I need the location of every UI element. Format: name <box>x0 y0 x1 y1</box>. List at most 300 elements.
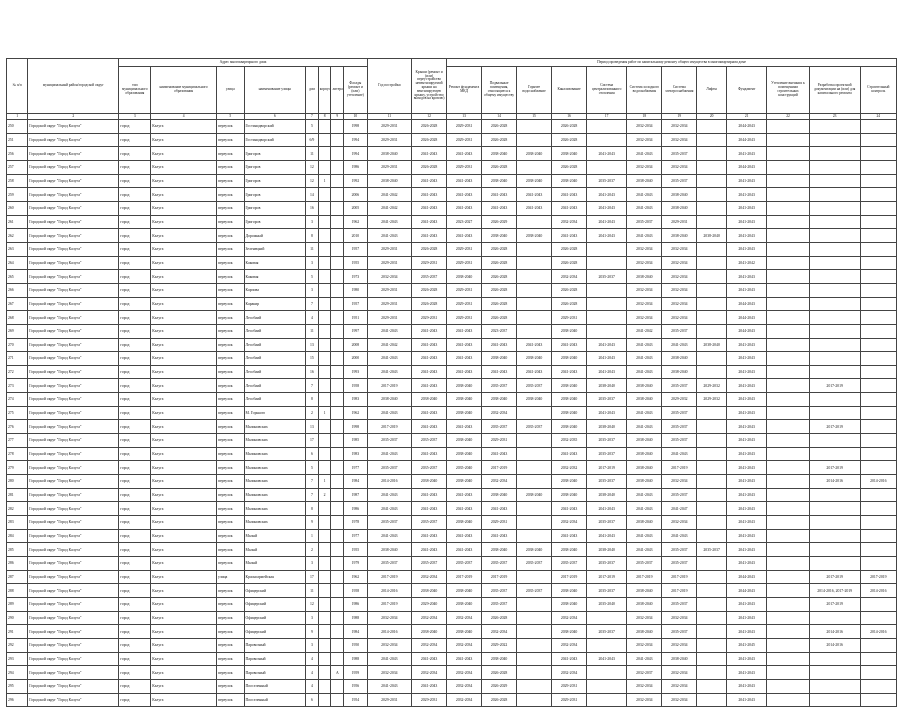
street-type-cell: переулок <box>216 174 244 188</box>
period-cell <box>860 461 896 475</box>
period-cell <box>860 324 896 338</box>
period-cell: 2029-2031 <box>367 242 412 256</box>
period-cell: 2041-2043 <box>412 365 447 379</box>
period-cell: 2032-2034 <box>367 611 412 625</box>
house-cell: 1 <box>306 529 319 543</box>
period-cell: 2032-2034 <box>482 625 517 639</box>
municipality-cell: Городской округ "Город Калуга" <box>28 311 119 325</box>
settlement-type-cell: город <box>119 215 151 229</box>
structure-cell <box>331 543 344 557</box>
period-cell: 2041-2043 <box>552 338 587 352</box>
period-cell: 2038-2040 <box>447 379 482 393</box>
period-cell: 2026-2028 <box>482 270 517 284</box>
period-cell: 2041-2043 <box>726 420 766 434</box>
period-cell: 2041-2043 <box>412 147 447 161</box>
period-cell <box>517 311 552 325</box>
period-cell <box>860 297 896 311</box>
period-cell: 2041-2043 <box>627 352 662 366</box>
period-cell <box>860 311 896 325</box>
street-type-cell: переулок <box>216 201 244 215</box>
period-cell: 2041-2043 <box>726 625 766 639</box>
settlement-name-cell: Калуга <box>151 625 217 639</box>
period-cell <box>809 557 860 571</box>
period-cell <box>809 297 860 311</box>
period-cell: 2035-2037 <box>412 557 447 571</box>
street-type-cell: переулок <box>216 529 244 543</box>
period-cell <box>767 215 809 229</box>
period-cell <box>767 679 809 693</box>
period-cell <box>767 256 809 270</box>
street-type-cell: переулок <box>216 160 244 174</box>
structure-cell <box>331 516 344 530</box>
period-cell <box>860 406 896 420</box>
house-cell: 6 <box>306 693 319 707</box>
period-cell: 2041-2043 <box>447 188 482 202</box>
period-cell <box>809 393 860 407</box>
period-cell: 2041-2043 <box>412 174 447 188</box>
period-cell: 2041-2043 <box>627 188 662 202</box>
period-cell: 2041-2043 <box>447 147 482 161</box>
building-cell <box>318 215 331 229</box>
period-cell <box>587 693 627 707</box>
municipality-cell: Городской округ "Город Калуга" <box>28 324 119 338</box>
structure-cell <box>331 557 344 571</box>
building-cell <box>318 529 331 543</box>
year-built-cell: 2005 <box>344 201 367 215</box>
year-built-cell: 1979 <box>344 557 367 571</box>
period-cell: 2041-2043 <box>587 529 627 543</box>
period-cell <box>809 174 860 188</box>
period-cell: 2026-2028 <box>482 133 517 147</box>
period-cell: 2032-2034 <box>447 611 482 625</box>
settlement-type-cell: город <box>119 557 151 571</box>
period-cell: 2041-2045 <box>726 638 766 652</box>
period-cell: 2041-2043 <box>726 488 766 502</box>
year-built-cell: 1950 <box>344 638 367 652</box>
period-cell: 2035-2037 <box>412 516 447 530</box>
settlement-name-cell: Калуга <box>151 597 217 611</box>
period-cell <box>587 120 627 134</box>
settlement-name-cell: Калуга <box>151 201 217 215</box>
period-cell: 2041-2043 <box>726 147 766 161</box>
column-number: 11 <box>367 114 412 120</box>
street-name-cell: Малиновских <box>244 447 306 461</box>
settlement-name-cell: Калуга <box>151 324 217 338</box>
period-cell: 2041-2043 <box>367 324 412 338</box>
building-cell <box>318 597 331 611</box>
municipality-cell: Городской округ "Город Калуга" <box>28 188 119 202</box>
period-cell: 2017-2019 <box>482 570 517 584</box>
period-cell: 2038-2040 <box>552 625 587 639</box>
period-cell: 2032-2034 <box>552 666 587 680</box>
period-cell <box>767 475 809 489</box>
period-cell <box>809 188 860 202</box>
period-cell <box>767 324 809 338</box>
settlement-type-cell: город <box>119 488 151 502</box>
table-row <box>7 597 897 611</box>
period-cell <box>767 147 809 161</box>
municipality-cell: Городской округ "Город Калуга" <box>28 693 119 707</box>
period-cell: 2038-2040 <box>552 393 587 407</box>
period-cell: 2038-2040 <box>447 434 482 448</box>
street-name-cell: Офицерский <box>244 584 306 598</box>
period-cell: 2035-2037 <box>517 557 552 571</box>
row-number: 251 <box>7 133 28 147</box>
period-cell: 2038-2040 <box>552 352 587 366</box>
row-number: 256 <box>7 147 28 161</box>
period-cell <box>697 174 727 188</box>
settlement-type-cell: город <box>119 625 151 639</box>
year-built-cell: 1986 <box>344 160 367 174</box>
period-cell: 2038-2040 <box>517 174 552 188</box>
period-cell: 2029-2031 <box>447 256 482 270</box>
street-type-cell: переулок <box>216 611 244 625</box>
period-cell: 2029-2031 <box>447 120 482 134</box>
period-cell: 2041-2043 <box>447 229 482 243</box>
period-cell <box>517 242 552 256</box>
period-cell: 2041-2042 <box>726 256 766 270</box>
street-name-cell: М. Горького <box>244 406 306 420</box>
street-name-cell: Зеленецкий <box>244 242 306 256</box>
period-cell: 2032-2034 <box>552 270 587 284</box>
period-cell: 2029-2031 <box>552 693 587 707</box>
period-cell <box>697 679 727 693</box>
structure-cell <box>331 529 344 543</box>
period-cell: 2029-2032 <box>697 379 727 393</box>
municipality-cell: Городской округ "Город Калуга" <box>28 625 119 639</box>
street-name-cell: Григоров <box>244 147 306 161</box>
period-cell: 2041-2043 <box>627 502 662 516</box>
period-cell: 2029-2031 <box>447 297 482 311</box>
street-name-cell: Лесобаий <box>244 352 306 366</box>
structure-cell <box>331 147 344 161</box>
street-name-cell: Малиновских <box>244 475 306 489</box>
year-built-cell: 1992 <box>344 174 367 188</box>
street-name-cell: Офицерский <box>244 625 306 639</box>
period-cell: 2041-2043 <box>447 488 482 502</box>
period-cell: 2032-2034 <box>627 679 662 693</box>
period-cell: 2032-2034 <box>482 475 517 489</box>
building-cell <box>318 379 331 393</box>
building-cell <box>318 434 331 448</box>
street-type-cell: переулок <box>216 475 244 489</box>
period-cell: 2029-2031 <box>552 311 587 325</box>
period-cell: 2038-2040 <box>482 352 517 366</box>
period-cell: 2032-2034 <box>662 516 697 530</box>
period-cell: 2041-2043 <box>627 488 662 502</box>
settlement-name-cell: Калуга <box>151 352 217 366</box>
municipality-cell: Городской округ "Город Калуга" <box>28 447 119 461</box>
column-number: 20 <box>697 114 727 120</box>
period-cell: 2041-2043 <box>412 529 447 543</box>
year-built-cell: 1998 <box>344 420 367 434</box>
period-cell: 2035-2037 <box>412 270 447 284</box>
period-cell <box>517 516 552 530</box>
period-cell: 2032-2034 <box>482 406 517 420</box>
municipality-cell: Городской округ "Город Калуга" <box>28 502 119 516</box>
period-cell: 2041-2043 <box>412 379 447 393</box>
table-row <box>7 120 897 134</box>
period-cell: 2044-2043 <box>726 133 766 147</box>
settlement-type-cell: город <box>119 611 151 625</box>
period-cell: 2041-2043 <box>726 352 766 366</box>
period-cell: 2032-2034 <box>662 311 697 325</box>
period-cell: 2029-2031 <box>447 160 482 174</box>
settlement-name-cell: Калуга <box>151 133 217 147</box>
header-settlement-name: наименование муниципального образования <box>151 67 217 114</box>
period-cell: 2035-2037 <box>482 584 517 598</box>
settlement-type-cell: город <box>119 242 151 256</box>
period-cell: 2041-2043 <box>726 529 766 543</box>
settlement-name-cell: Калуга <box>151 338 217 352</box>
period-cell: 2041-2043 <box>726 516 766 530</box>
period-cell: 2041-2043 <box>447 324 482 338</box>
house-cell: 4 <box>306 666 319 680</box>
table-row <box>7 447 897 461</box>
settlement-type-cell: город <box>119 679 151 693</box>
period-cell: 2038-2040 <box>662 201 697 215</box>
period-cell: 2032-2034 <box>412 666 447 680</box>
house-cell: 3 <box>306 256 319 270</box>
street-name-cell: Паровозный <box>244 652 306 666</box>
period-cell <box>860 693 896 707</box>
period-cell <box>587 638 627 652</box>
building-cell <box>318 338 331 352</box>
house-cell: 8 <box>306 502 319 516</box>
period-cell: 2026-2028 <box>482 693 517 707</box>
period-cell: 2035-2037 <box>482 420 517 434</box>
period-cell: 2038-2040 <box>367 543 412 557</box>
settlement-name-cell: Калуга <box>151 679 217 693</box>
settlement-name-cell: Калуга <box>151 229 217 243</box>
municipality-cell: Городской округ "Город Калуга" <box>28 611 119 625</box>
period-cell: 2041-2043 <box>726 434 766 448</box>
house-cell: 3 <box>306 283 319 297</box>
period-cell: 2017-2019 <box>587 570 627 584</box>
period-cell: 2026-2028 <box>552 283 587 297</box>
structure-cell <box>331 120 344 134</box>
municipality-cell: Городской округ "Город Калуга" <box>28 283 119 297</box>
period-cell <box>517 215 552 229</box>
period-cell: 2032-2034 <box>627 611 662 625</box>
period-cell: 2026-2028 <box>552 133 587 147</box>
period-cell: 2038-2040 <box>552 406 587 420</box>
column-number: 18 <box>627 114 662 120</box>
period-cell: 2038-2040 <box>447 625 482 639</box>
building-cell <box>318 652 331 666</box>
structure-cell <box>331 242 344 256</box>
period-cell: 2014-2016 <box>367 475 412 489</box>
period-cell: 2032-2034 <box>447 638 482 652</box>
street-name-cell: Каковая <box>244 256 306 270</box>
row-number: 275 <box>7 406 28 420</box>
period-cell: 2017-2019 <box>662 584 697 598</box>
table-row <box>7 557 897 571</box>
house-cell: 3 <box>306 557 319 571</box>
period-cell: 2041-2043 <box>726 406 766 420</box>
house-cell: 5 <box>306 120 319 134</box>
structure-cell <box>331 447 344 461</box>
period-cell: 2041-2043 <box>587 365 627 379</box>
period-cell: 2038-2040 <box>627 584 662 598</box>
period-cell: 2038-2040 <box>662 188 697 202</box>
street-type-cell: переулок <box>216 188 244 202</box>
period-cell: 2038-2040 <box>627 270 662 284</box>
period-cell: 2017-2019 <box>809 379 860 393</box>
period-cell: 2041-2043 <box>627 529 662 543</box>
period-cell: 2041-2043 <box>412 324 447 338</box>
period-cell <box>767 557 809 571</box>
year-built-cell: 1962 <box>344 406 367 420</box>
period-cell <box>809 447 860 461</box>
building-cell: 2 <box>318 488 331 502</box>
period-cell: 2041-2043 <box>482 529 517 543</box>
period-cell: 2038-2040 <box>552 324 587 338</box>
period-cell: 2038-2040 <box>482 147 517 161</box>
period-cell <box>767 365 809 379</box>
settlement-type-cell: город <box>119 406 151 420</box>
table-row <box>7 434 897 448</box>
settlement-type-cell: город <box>119 475 151 489</box>
period-cell: 2041-2043 <box>412 229 447 243</box>
house-cell: 17 <box>306 570 319 584</box>
period-cell: 2038-2040 <box>552 420 587 434</box>
period-cell <box>517 611 552 625</box>
house-cell: 11 <box>306 242 319 256</box>
table-row <box>7 242 897 256</box>
structure-cell <box>331 324 344 338</box>
period-cell: 2041-2043 <box>726 502 766 516</box>
house-cell: 9 <box>306 625 319 639</box>
street-name-cell: Красноармейская <box>244 570 306 584</box>
period-cell: 2038-2040 <box>447 270 482 284</box>
settlement-name-cell: Калуга <box>151 393 217 407</box>
street-name-cell: Лесобаий <box>244 379 306 393</box>
period-cell: 2032-2034 <box>412 570 447 584</box>
settlement-name-cell: Калуга <box>151 638 217 652</box>
street-name-cell: Офицерский <box>244 597 306 611</box>
period-cell: 2038-2040 <box>482 652 517 666</box>
period-cell: 2035-2037 <box>627 215 662 229</box>
period-cell: 2038-2040 <box>662 652 697 666</box>
municipality-cell: Городской округ "Город Калуга" <box>28 229 119 243</box>
period-cell: 2044-2043 <box>726 324 766 338</box>
structure-cell <box>331 611 344 625</box>
period-cell: 2041-2043 <box>552 529 587 543</box>
house-cell: 13 <box>306 338 319 352</box>
period-cell <box>860 270 896 284</box>
period-cell <box>809 488 860 502</box>
settlement-type-cell: город <box>119 160 151 174</box>
period-cell: 2041-2043 <box>726 666 766 680</box>
year-built-cell: 1984 <box>344 475 367 489</box>
period-cell <box>809 516 860 530</box>
period-cell <box>860 420 896 434</box>
period-cell <box>697 666 727 680</box>
period-cell <box>767 488 809 502</box>
period-cell <box>809 270 860 284</box>
period-cell: 2029-2031 <box>367 283 412 297</box>
period-cell: 2029-2032 <box>662 393 697 407</box>
settlement-name-cell: Калуга <box>151 475 217 489</box>
row-number: 281 <box>7 488 28 502</box>
municipality-cell: Городской округ "Город Калуга" <box>28 338 119 352</box>
settlement-name-cell: Калуга <box>151 379 217 393</box>
year-built-cell: 1957 <box>344 297 367 311</box>
period-cell: 2017-2019 <box>809 597 860 611</box>
period-cell <box>697 638 727 652</box>
building-cell <box>318 693 331 707</box>
period-cell: 2038-2040 <box>587 379 627 393</box>
row-number: 270 <box>7 338 28 352</box>
structure-cell <box>331 461 344 475</box>
period-cell: 2038-2040 <box>447 406 482 420</box>
period-cell <box>517 120 552 134</box>
structure-cell <box>331 133 344 147</box>
settlement-type-cell: город <box>119 570 151 584</box>
period-cell: 2035-2037 <box>517 379 552 393</box>
period-cell <box>697 434 727 448</box>
municipality-cell: Городской округ "Город Калуга" <box>28 461 119 475</box>
period-cell: 2014-2016 <box>860 584 896 598</box>
period-cell <box>860 543 896 557</box>
header-control: Строительный контроль <box>860 67 896 114</box>
period-cell <box>517 638 552 652</box>
period-cell: 2041-2043 <box>587 188 627 202</box>
period-cell: 2032-2034 <box>662 133 697 147</box>
settlement-name-cell: Калуга <box>151 147 217 161</box>
building-cell <box>318 611 331 625</box>
year-built-cell: 1983 <box>344 447 367 461</box>
period-cell: 2041-2047 <box>662 502 697 516</box>
period-cell: 2044-2043 <box>726 160 766 174</box>
settlement-type-cell: город <box>119 283 151 297</box>
period-cell: 2041-2043 <box>627 229 662 243</box>
street-type-cell: переулок <box>216 557 244 571</box>
street-type-cell: переулок <box>216 406 244 420</box>
row-number: 268 <box>7 311 28 325</box>
period-cell: 2032-2034 <box>627 297 662 311</box>
period-cell: 2035-2037 <box>587 516 627 530</box>
period-cell: 2041-2043 <box>447 174 482 188</box>
period-cell: 2041-2043 <box>367 488 412 502</box>
table-row <box>7 256 897 270</box>
street-name-cell: Паровозный <box>244 666 306 680</box>
header-structure: литера <box>331 67 344 114</box>
period-cell: 2041-2043 <box>587 652 627 666</box>
period-cell <box>697 406 727 420</box>
period-cell: 2026-2028 <box>482 160 517 174</box>
street-type-cell: переулок <box>216 625 244 639</box>
table-row <box>7 475 897 489</box>
table-row <box>7 625 897 639</box>
period-cell <box>809 365 860 379</box>
street-name-cell: Каракир <box>244 297 306 311</box>
period-cell: 2032-2034 <box>412 638 447 652</box>
table-row <box>7 461 897 475</box>
period-cell: 2035-2037 <box>587 393 627 407</box>
period-cell: 2029-2031 <box>367 133 412 147</box>
row-number: 282 <box>7 502 28 516</box>
period-cell: 2041-2043 <box>482 201 517 215</box>
period-cell <box>767 434 809 448</box>
period-cell: 2041-2043 <box>412 352 447 366</box>
period-cell: 2026-2028 <box>482 256 517 270</box>
row-number: 295 <box>7 679 28 693</box>
building-cell <box>318 160 331 174</box>
period-cell: 2035-2037 <box>662 434 697 448</box>
municipality-cell: Городской округ "Город Калуга" <box>28 270 119 284</box>
